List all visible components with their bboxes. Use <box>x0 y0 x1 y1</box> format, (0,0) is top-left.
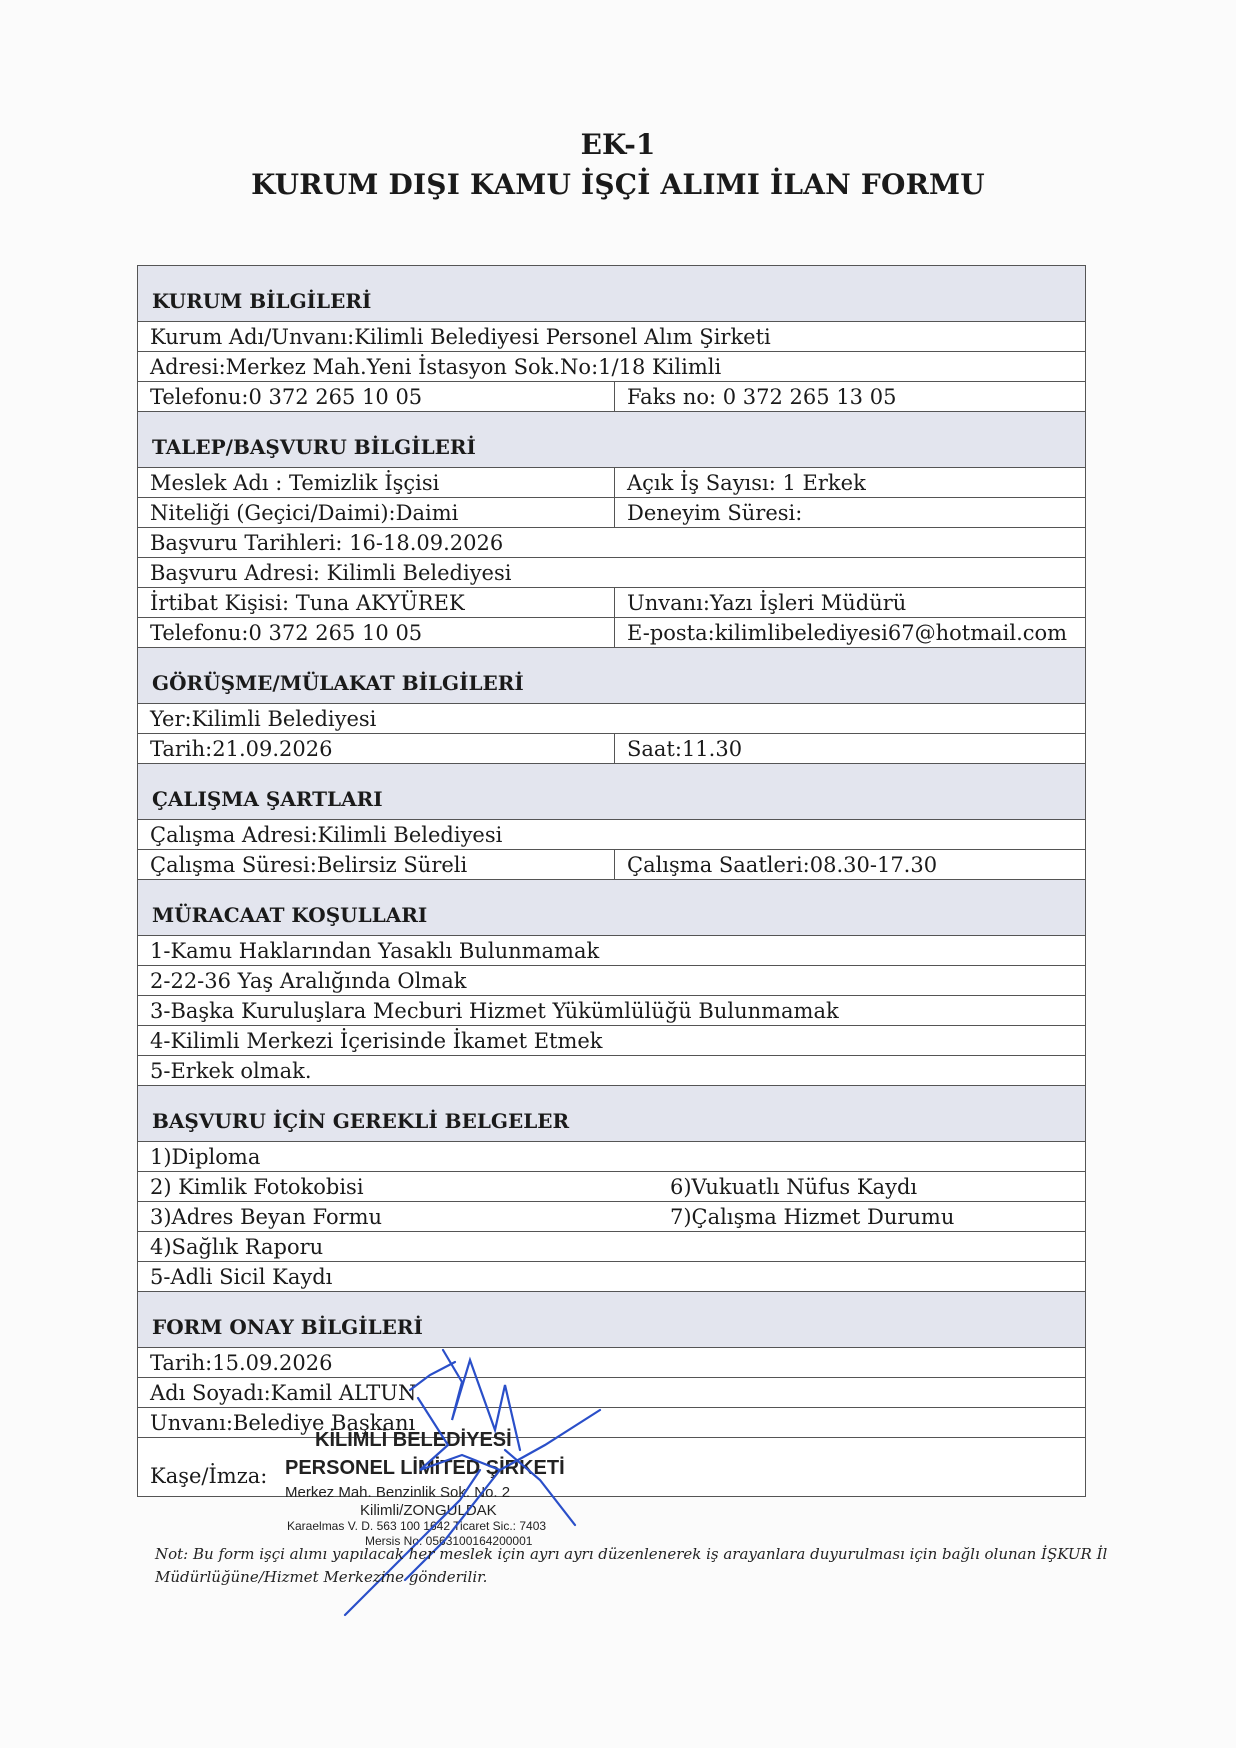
kurum-adi: Kurum Adı/Unvanı:Kilimli Belediyesi Personel Alım Şirketi <box>150 325 771 349</box>
basvuru-adresi: Başvuru Adresi: Kilimli Belediyesi <box>150 561 512 585</box>
acik-is-sayisi: Açık İş Sayısı: 1 Erkek <box>614 468 1085 497</box>
kosul-row <box>138 1056 1085 1086</box>
gorusme-tarih-row <box>138 734 1085 764</box>
irtibat-row <box>138 588 1085 618</box>
kase-imza-label: Kaşe/İmza: <box>150 1464 268 1488</box>
kurum-adi-row <box>138 322 1085 352</box>
gorusme-tarih: Tarih:21.09.2026 <box>150 737 333 761</box>
form-code: EK-1 <box>580 128 656 161</box>
kosul-row <box>138 936 1085 966</box>
kurum-telefon-row <box>138 382 1085 412</box>
basvuru-tarihleri: Başvuru Tarihleri: 16-18.09.2026 <box>150 531 504 555</box>
basvuru-tarihleri-row <box>138 528 1085 558</box>
kosul-item: 1-Kamu Haklarından Yasaklı Bulunmamak <box>150 939 600 963</box>
gorusme-yer: Yer:Kilimli Belediyesi <box>150 707 377 731</box>
kosul-item: 4-Kilimli Merkezi İçerisinde İkamet Etmek <box>150 1029 603 1053</box>
basvuru-adresi-row <box>138 558 1085 588</box>
section-onay-heading: FORM ONAY BİLGİLERİ <box>138 1292 1085 1348</box>
section-calisma-heading: ÇALIŞMA ŞARTLARI <box>138 764 1085 820</box>
kurum-adres: Adresi:Merkez Mah.Yeni İstasyon Sok.No:1/18 Kilimli <box>150 355 722 379</box>
stamp-line-mersis: Mersis No. 0563100164200001 <box>365 1534 533 1548</box>
belge-kimlik: 2) Kimlik Fotokobisi <box>150 1175 364 1199</box>
kurum-faks: Faks no: 0 372 265 13 05 <box>614 382 1085 411</box>
footnote: Not: Bu form işçi alımı yapılacak her meslek için ayrı ayrı düzenlenerek iş arayanlara duyurulması için bağlı olunan İŞKUR İl Müdürlüğüne/Hizmet Merkezine gönderilir. <box>155 1545 1108 1586</box>
talep-iletisim-row <box>138 618 1085 648</box>
belge-adres-beyan: 3)Adres Beyan Formu <box>150 1205 383 1229</box>
stamp-line-company: KİLİMLİ BELEDİYESİ <box>315 1429 512 1451</box>
belge-diploma: 1)Diploma <box>150 1145 261 1169</box>
calisma-adresi: Çalışma Adresi:Kilimli Belediyesi <box>150 823 503 847</box>
section-belgeler-heading: BAŞVURU İÇİN GEREKLİ BELGELER <box>138 1086 1085 1142</box>
stamp-line-tax: Karaelmas V. D. 563 100 1642 Ticaret Sic.: 7403 <box>287 1519 547 1533</box>
belge-row <box>138 1172 1085 1202</box>
belge-row <box>138 1142 1085 1172</box>
belge-sicil: 5-Adli Sicil Kaydı <box>150 1265 333 1289</box>
talep-meslek-row <box>138 468 1085 498</box>
gorusme-yer-row <box>138 704 1085 734</box>
kosul-row <box>138 996 1085 1026</box>
section-muracaat-heading: MÜRACAAT KOŞULLARI <box>138 880 1085 936</box>
talep-nitelik-row <box>138 498 1085 528</box>
calisma-suresi: Çalışma Süresi:Belirsiz Süreli <box>150 853 468 877</box>
onay-tarih: Tarih:15.09.2026 <box>150 1351 333 1375</box>
section-talep-heading: TALEP/BAŞVURU BİLGİLERİ <box>138 412 1085 468</box>
calisma-saatleri: Çalışma Saatleri:08.30-17.30 <box>614 850 1085 879</box>
onay-tarih-row <box>138 1348 1085 1378</box>
onay-unvan: Unvanı:Belediye Başkanı <box>150 1411 416 1435</box>
onay-unvan-row <box>138 1408 1085 1438</box>
belge-row <box>138 1232 1085 1262</box>
irtibat-unvani: Unvanı:Yazı İşleri Müdürü <box>614 588 1085 617</box>
kurum-adres-row <box>138 352 1085 382</box>
onay-adi-row <box>138 1378 1085 1408</box>
onay-adi-soyadi: Adı Soyadı:Kamil ALTUN <box>150 1381 417 1405</box>
stamp-line-company-type: PERSONEL LİMİTED ŞİRKETİ <box>285 1457 565 1479</box>
kurum-telefon: Telefonu:0 372 265 10 05 <box>150 385 423 409</box>
belge-hizmet-durumu: 7)Çalışma Hizmet Durumu <box>670 1205 955 1229</box>
kosul-item: 2-22-36 Yaş Aralığında Olmak <box>150 969 467 993</box>
section-gorusme-heading: GÖRÜŞME/MÜLAKAT BİLGİLERİ <box>138 648 1085 704</box>
belge-row <box>138 1262 1085 1292</box>
stamp-line-city: Kilimli/ZONGULDAK <box>360 1502 497 1519</box>
kosul-item: 5-Erkek olmak. <box>150 1059 312 1083</box>
form-title: KURUM DIŞI KAMU İŞÇİ ALIMI İLAN FORMU <box>251 168 985 201</box>
kosul-row <box>138 1026 1085 1056</box>
stamp-line-address: Merkez Mah. Benzinlik Sok. No. 2 <box>285 1484 511 1501</box>
kosul-item: 3-Başka Kuruluşlara Mecburi Hizmet Yükümlülüğü Bulunmamak <box>150 999 839 1023</box>
announcement-form <box>137 265 1086 1497</box>
talep-eposta: E-posta:kilimlibelediyesi67@hotmail.com <box>614 618 1085 647</box>
belge-saglik: 4)Sağlık Raporu <box>150 1235 324 1259</box>
gorusme-saat: Saat:11.30 <box>614 734 1085 763</box>
irtibat-kisisi: İrtibat Kişisi: Tuna AKYÜREK <box>150 591 465 615</box>
belge-nufus: 6)Vukuatlı Nüfus Kaydı <box>670 1175 918 1199</box>
deneyim-suresi: Deneyim Süresi: <box>614 498 1085 527</box>
talep-telefon: Telefonu:0 372 265 10 05 <box>150 621 423 645</box>
calisma-adres-row <box>138 820 1085 850</box>
belge-row <box>138 1202 1085 1232</box>
calisma-sure-row <box>138 850 1085 880</box>
meslek-adi: Meslek Adı : Temizlik İşçisi <box>150 471 440 495</box>
kase-imza-row <box>138 1438 1085 1496</box>
nitelik: Niteliği (Geçici/Daimi):Daimi <box>150 501 459 525</box>
kosul-row <box>138 966 1085 996</box>
section-kurum-heading: KURUM BİLGİLERİ <box>138 266 1085 322</box>
